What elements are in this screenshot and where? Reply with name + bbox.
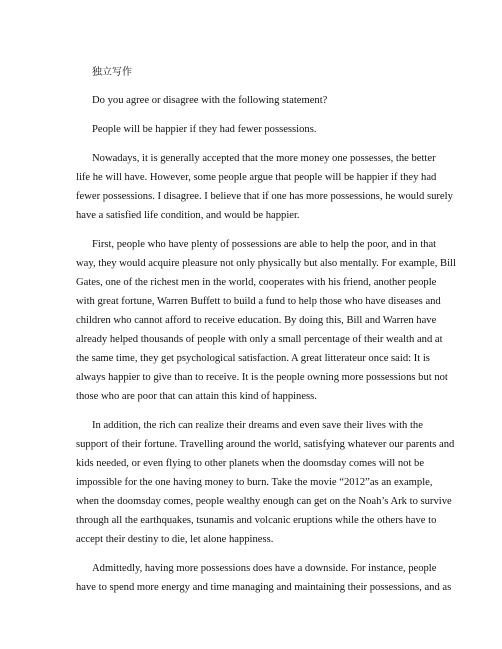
paragraph-line: have a satisfied life condition, and would be happier. — [76, 210, 300, 221]
paragraph-line: In addition, the rich can realize their dreams and even save their lives with the — [92, 420, 423, 431]
paragraph-line: Gates, one of the richest men in the world, cooperates with his friend, another people — [76, 277, 437, 288]
statement-line: People will be happier if they had fewer possessions. — [92, 124, 317, 135]
paragraph-line: Admittedly, having more possessions does have a downside. For instance, people — [92, 563, 437, 574]
paragraph-line: the same time, they get psychological satisfaction. A great litterateur once said: It is — [76, 353, 430, 364]
paragraph-line: children who cannot afford to receive education. By doing this, Bill and Warren have — [76, 315, 437, 326]
paragraph-line: kids needed, or even flying to other planets when the doomsday comes will not be — [76, 458, 425, 469]
paragraph-line: those who are poor that can attain this kind of happiness. — [76, 391, 317, 402]
paragraph-line: when the doomsday comes, people wealthy enough can get on the Noah’s Ark to survive — [76, 496, 452, 507]
paragraph-line: support of their fortune. Travelling around the world, satisfying whatever our parents and — [76, 439, 455, 450]
paragraph-line: fewer possessions. I disagree. I believe that if one has more possessions, he would surely — [76, 191, 453, 202]
paragraph-line: impossible for the one having money to burn. Take the movie “2012”as an example, — [76, 477, 433, 488]
document-heading: 独立写作 — [92, 67, 132, 78]
paragraph-line: Nowadays, it is generally accepted that the more money one possesses, the better — [92, 153, 436, 164]
paragraph-line: First, people who have plenty of possessions are able to help the poor, and in that — [92, 239, 437, 250]
paragraph-line: life he will have. However, some people argue that people will be happier if they had — [76, 172, 437, 183]
paragraph-line: way, they would acquire pleasure not only physically but also mentally. For example, Bill — [76, 258, 456, 269]
paragraph-line: have to spend more energy and time managing and maintaining their possessions, and as — [76, 582, 452, 593]
paragraph-line: always happier to give than to receive. It is the people owning more possessions but not — [76, 372, 448, 383]
question-line: Do you agree or disagree with the following statement? — [92, 95, 328, 106]
paragraph-line: already helped thousands of people with only a small percentage of their wealth and at — [76, 334, 443, 345]
paragraph-line: through all the earthquakes, tsunamis and volcanic eruptions while the others have to — [76, 515, 437, 526]
paragraph-line: accept their destiny to die, let alone happiness. — [76, 534, 274, 545]
paragraph-line: with great fortune, Warren Buffett to build a fund to help those who have diseases and — [76, 296, 441, 307]
